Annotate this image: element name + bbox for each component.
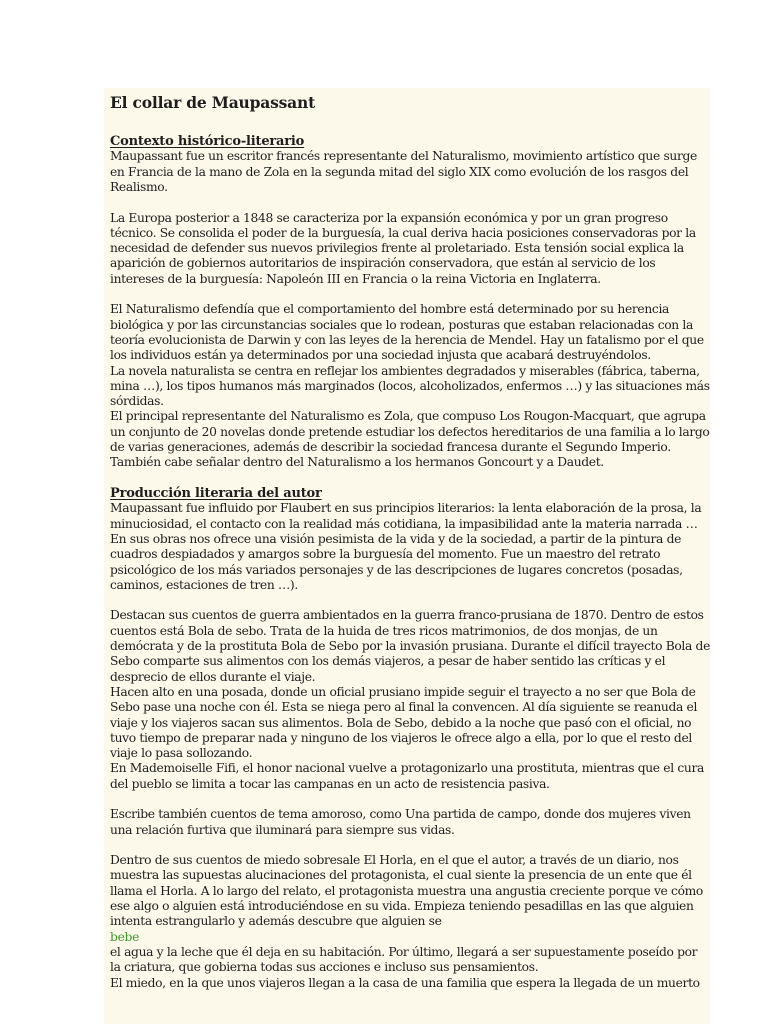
paragraph-spacer bbox=[110, 593, 710, 608]
paragraph: Maupassant fue influido por Flaubert en sus principios literarios: la lenta elaboración de la prosa, la minuciosidad, el contacto con la realidad más cotidiana, la impasibilidad ante la materia narrada … bbox=[110, 501, 702, 531]
paragraph: En sus obras nos ofrece una visión pesimista de la vida y de la sociedad, a partir de la pintura de cuadros despiadados y amargos sobre la burguesía del momento. Fue un maestro del retrato psicológico de los más variados personajes y de las descripciones de lugares concretos (posadas, caminos, estaciones de tren …). bbox=[110, 531, 683, 592]
document-page bbox=[104, 88, 710, 1024]
paragraph-spacer bbox=[110, 195, 710, 210]
paragraph-spacer bbox=[110, 287, 710, 302]
paragraph: La novela naturalista se centra en reflejar los ambientes degradados y miserables (fábrica, taberna, mina …), los tipos humanos más marginados (locos, alcoholizados, enfermos …) y las situaciones más sórdidas. bbox=[110, 363, 710, 409]
paragraph: Maupassant fue un escritor francés representante del Naturalismo, movimiento artístico que surge en Francia de la mano de Zola en la segunda mitad del siglo XIX como evolución de los rasgos del Realismo. bbox=[110, 149, 697, 194]
document-title: El collar de Maupassant bbox=[110, 93, 316, 112]
paragraph: En Mademoiselle Fifi, el honor nacional vuelve a protagonizarlo una prostituta, mientras que el cura del pueblo se limita a tocar las campanas en un acto de resistencia pasiva. bbox=[110, 761, 704, 791]
inline-link-bebe[interactable]: bebe bbox=[110, 929, 140, 944]
paragraph: La Europa posterior a 1848 se caracteriza por la expansión económica y por un gran progreso técnico. Se consolida el poder de la burguesía, la cual deriva hacia posiciones conservadoras por la necesidad de defender sus nuevos privilegios frente al proletariado. Esta tensión social explica la aparición de gobiernos autoritarios de inspiración conservadora, que están al servicio de los intereses de la burguesía: Napoleón III en Francia o la reina Victoria en Inglaterra. bbox=[110, 210, 696, 286]
paragraph: El Naturalismo defendía que el comportamiento del hombre está determinado por su herencia biológica y por las circunstancias sociales que lo rodean, posturas que estaban relacionadas con la teoría evolucionista de Darwin y con las leyes de la herencia de Mendel. Hay un fatalismo por el que los individuos están ya determinados por una sociedad injusta que acabará destruyéndolos. bbox=[110, 302, 704, 363]
paragraph-spacer bbox=[110, 471, 710, 486]
paragraph-spacer bbox=[110, 792, 710, 807]
paragraph: Dentro de sus cuentos de miedo sobresale El Horla, en el que el autor, a través de un diario, nos muestra las supuestas alucinaciones del protagonista, el cual siente la presencia de un ente que él llama el Horla. A lo largo del relato, el protagonista muestra una angustia creciente porque ve cómo ese algo o alguien está introduciéndose en su vida. Empieza teniendo pesadillas en las que alguien intenta estrangularlo y además descubre que alguien se bbox=[110, 853, 703, 929]
section-heading-context: Contexto histórico-literario bbox=[110, 134, 305, 149]
paragraph: Destacan sus cuentos de guerra ambientados en la guerra franco-prusiana de 1870. Dentro de estos cuentos está Bola de sebo. Trata de la huida de tres ricos matrimonios, de dos monjas, de un demócrata y de la prostituta Bola de Sebo por la invasión prusiana. Durante el difícil trayecto Bola de Sebo comparte sus alimentos con los demás viajeros, a pesar de haber sentido las críticas y el desprecio de ellos durante el viaje. bbox=[110, 608, 710, 684]
paragraph: Hacen alto en una posada, donde un oficial prusiano impide seguir el trayecto a no ser que Bola de Sebo pase una noche con él. Esta se niega pero al final la convencen. Al día siguiente se reanuda el viaje y los viajeros sacan sus alimentos. Bola de Sebo, debido a la noche que pasó con el oficial, no tuvo tiempo de preparar nada y ninguno de los viajeros le ofrece algo a ella, por lo que el resto del viaje lo pasa sollozando. bbox=[110, 684, 698, 761]
section-heading-production: Producción literaria del autor bbox=[110, 485, 322, 501]
paragraph: El principal representante del Naturalismo es Zola, que compuso Los Rougon-Macquart, que agrupa un conjunto de 20 novelas donde pretende estudiar los defectos hereditarios de una familia a lo largo de varias generaciones, además de describir la sociedad francesa durante el Segundo Imperio. También cabe señalar dentro del Naturalismo a los hermanos Goncourt y a Daudet. bbox=[110, 409, 710, 470]
paragraph: El miedo, en la que unos viajeros llegan a la casa de una familia que espera la llegada de un muerto bbox=[110, 975, 700, 990]
paragraph: Escribe también cuentos de tema amoroso, como Una partida de campo, donde dos mujeres viven una relación furtiva que iluminará para siempre sus vidas. bbox=[110, 807, 691, 837]
paragraph-spacer bbox=[110, 838, 710, 853]
document-content bbox=[104, 88, 710, 991]
paragraph: el agua y la leche que él deja en su habitación. Por último, llegará a ser supuestamente poseído por la criatura, que gobierna todas sus acciones e incluso sus pensamientos. bbox=[110, 944, 698, 975]
